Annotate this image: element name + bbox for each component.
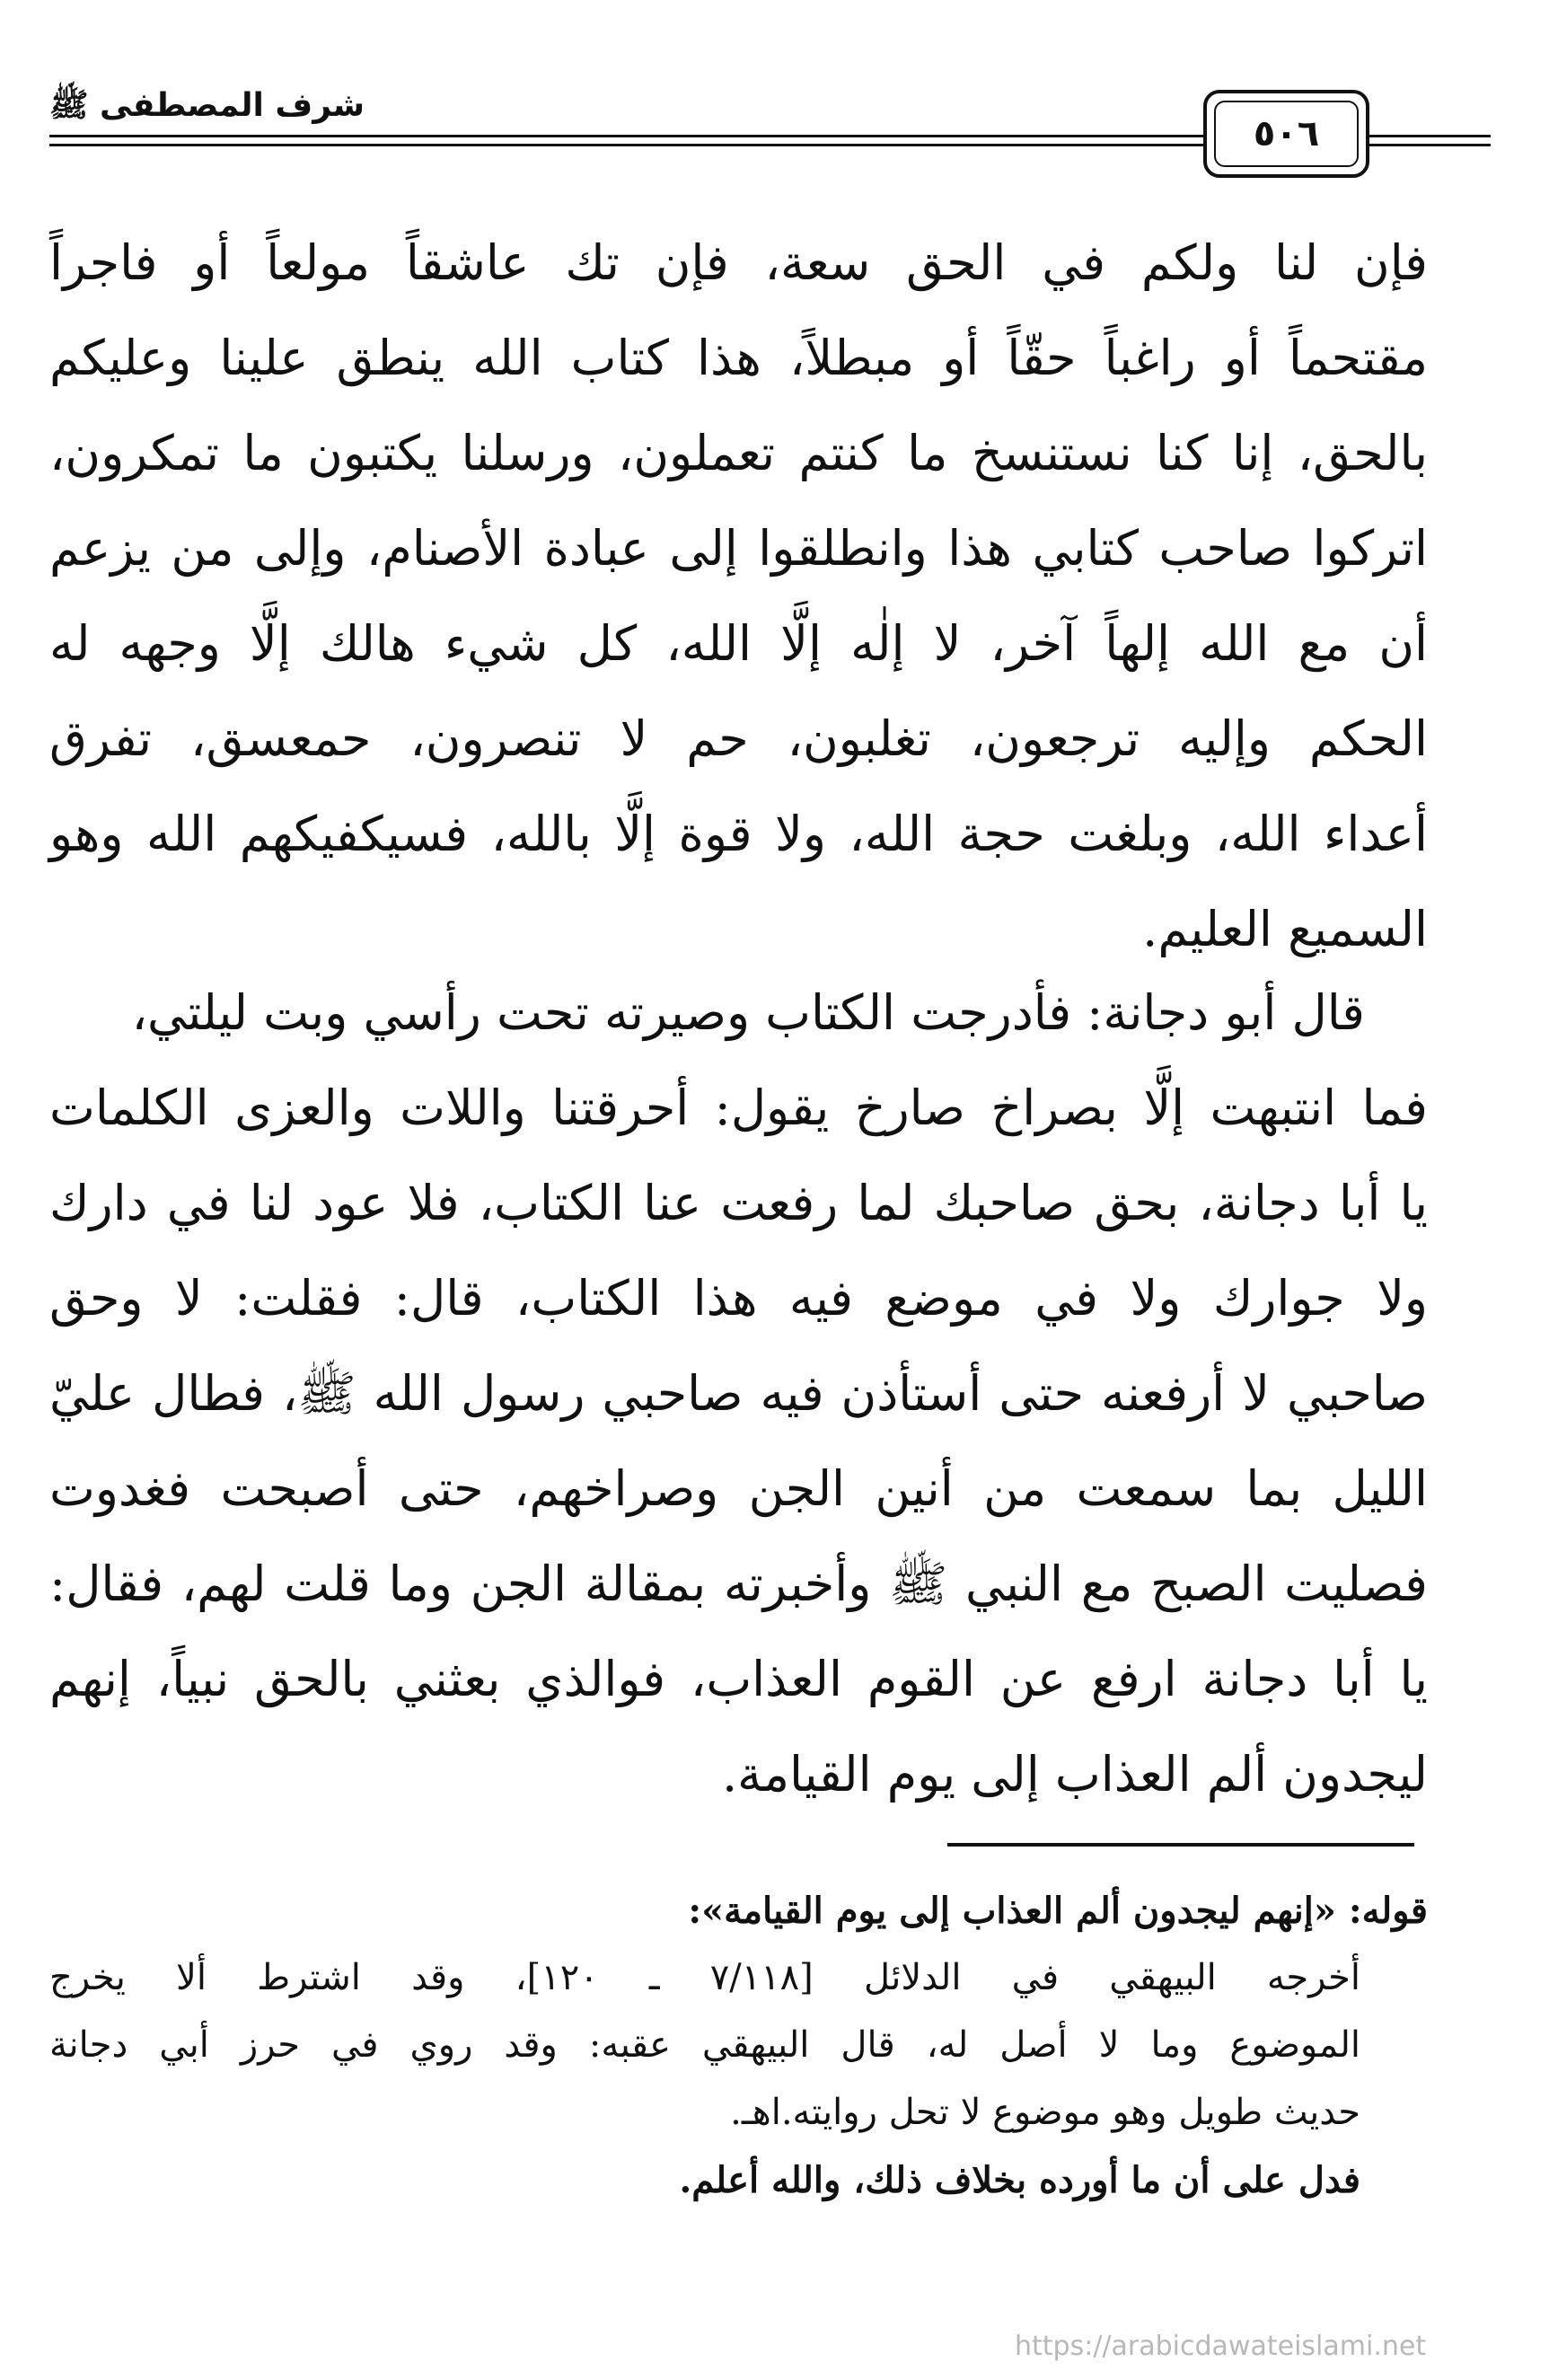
text-line: الحكم وإليه ترجعون، تغلبون، حم لا تنصرون، حمعسق، تفرق [49,710,1428,767]
text-line: يا أبا دجانة، بحق صاحبك لما رفعت عنا الكتاب، فلا عود لنا في دارك [49,1175,1428,1231]
text-line: يا أبا دجانة ارفع عن القوم العذاب، فوالذي بعثني بالحق نبياً، إنهم [49,1651,1428,1707]
footnote-line: الموضوع وما لا أصل له، قال البيهقي عقبه: وقد روي في حرز أبي دجانة [49,2024,1360,2066]
text-line: مقتحماً أو راغباً حقّاً أو مبطلاً، هذا كتاب الله ينطق علينا وعليكم [49,330,1428,386]
text-line: قال أبو دجانة: فأدرجت الكتاب وصيرته تحت رأسي وبت ليلتي، [131,984,1365,1041]
page-number: ٥٠٦ [1253,113,1320,154]
body-paragraph-1 [49,216,1428,977]
text-line: أعداء الله، وبلغت حجة الله، ولا قوة إلَّا بالله، فسيكفيكهم الله وهو [49,806,1428,862]
header-rule-right-bottom [1369,144,1491,146]
body-paragraph-2 [49,965,1428,1822]
text-line: ولا جوارك ولا في موضع فيه هذا الكتاب، قال: فقلت: لا وحق [49,1270,1428,1327]
page-header [0,0,1549,180]
page-number-frame [1203,90,1369,178]
text-line: الليل بما سمعت من أنين الجن وصراخهم، حتى أصبحت فغدوت [49,1460,1428,1517]
header-rule-top [49,135,1203,137]
footnote-line: حديث طويل وهو موضوع لا تحل روايته.اهـ. [730,2092,1360,2133]
text-line: اتركوا صاحب كتابي هذا وانطلقوا إلى عبادة الأصنام، وإلى من يزعم [49,520,1428,577]
footnote-title: قوله: «إنهم ليجدون ألم العذاب إلى يوم القيامة»: [688,1890,1428,1932]
text-line: فإن لنا ولكم في الحق سعة، فإن تك عاشقاً مولعاً أو فاجراً [49,234,1428,291]
text-line: ليجدون ألم العذاب إلى يوم القيامة. [722,1746,1428,1803]
text-line: السميع العليم. [1142,901,1428,957]
text-line: بالحق، إنا كنا نستنسخ ما كنتم تعملون، ورسلنا يكتبون ما تمكرون، [49,425,1428,481]
text-line: صاحبي لا أرفعنه حتى أستأذن فيه صاحبي رسول الله ﷺ، فطال عليّ [49,1365,1429,1422]
source-watermark: https://arabicdawateislami.net [1015,2331,1427,2362]
text-line: أن مع الله إلهاً آخر، لا إلٰه إلَّا الله، كل شيء هالك إلَّا وجهه له [49,615,1428,672]
footnote-closing: فدل على أن ما أورده بخلاف ذلك، والله أعلم. [679,2159,1360,2201]
header-rule-bottom [49,144,1203,146]
header-rule-right-top [1369,135,1491,137]
footnote-separator [947,1843,1414,1847]
text-line: فما انتبهت إلَّا بصراخ صارخ يقول: أحرقتنا واللات والعزى الكلمات [49,1080,1428,1136]
text-line: فصليت الصبح مع النبي ﷺ وأخبرته بمقالة الجن وما قلت لهم، فقال: [49,1556,1428,1612]
footnote [49,1877,1428,2214]
running-book-title: شرف المصطفى ﷺ [49,87,365,124]
footnote-line: أخرجه البيهقي في الدلائل [٧/١١٨ ـ ١٢٠]، وقد اشترط ألا يخرج [49,1957,1361,1998]
